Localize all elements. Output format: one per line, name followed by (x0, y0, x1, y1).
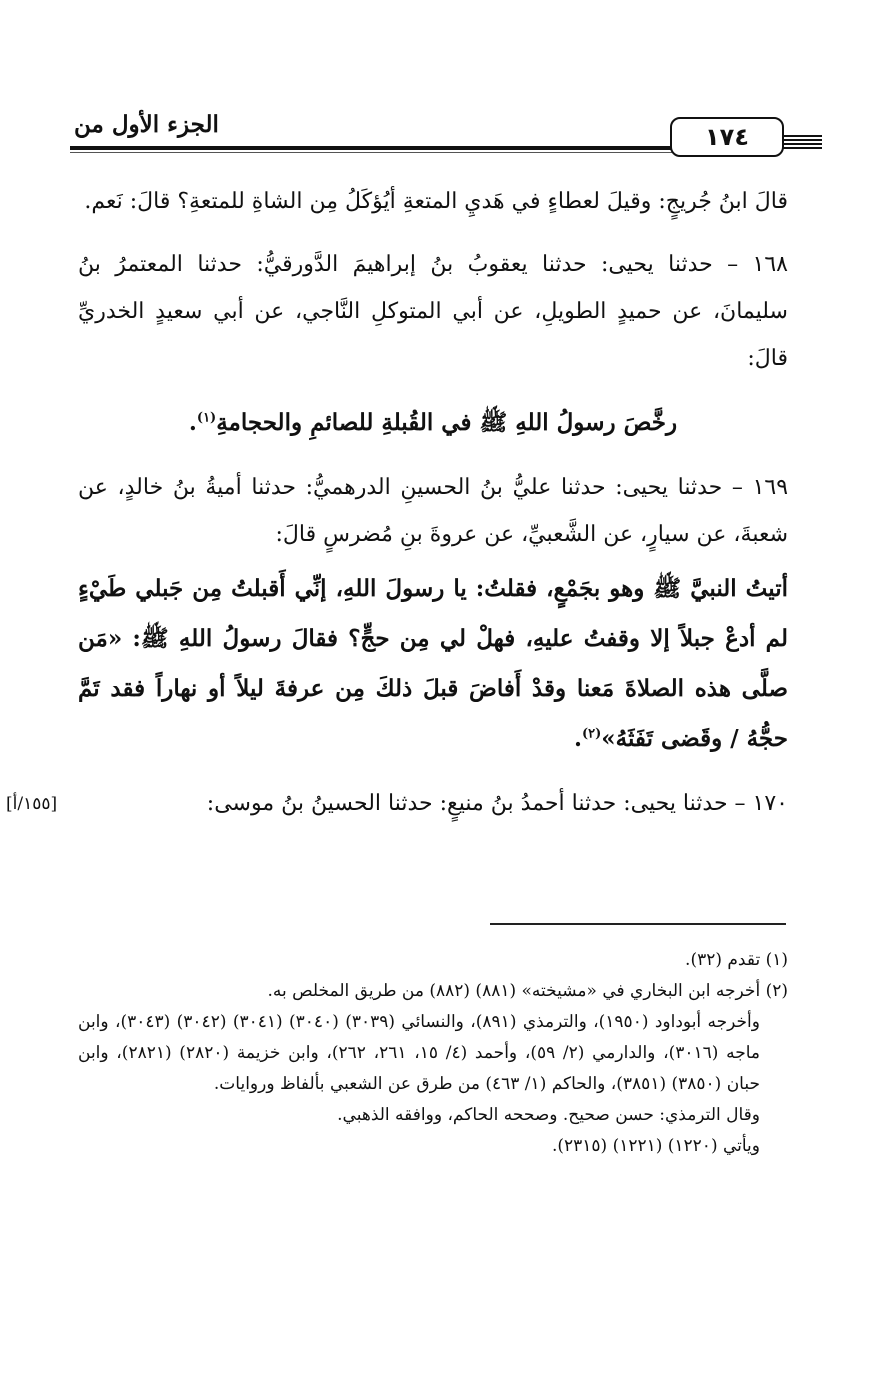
hadith-169-matn (78, 564, 788, 764)
main-text (78, 178, 788, 827)
paragraph-hadith-168-isnad: ١٦٨ – حدثنا يحيى: حدثنا يعقوبُ بنُ إبراهيمَ الدَّورقيُّ: حدثنا المعتمرُ بنُ سليمانَ، عن حميدٍ الطويلِ، عن أبي المتوكلِ النَّاجي، عن أبي سعيدٍ الخدريِّ قالَ: (78, 252, 788, 371)
footnote-1: (١) تقدم (٣٢). (685, 950, 788, 970)
footnote-2-grading: وقال الترمذي: حسن صحيح. وصححه الحاكم، ووافقه الذهبي. (337, 1105, 760, 1125)
paragraph-hadith-169-isnad: ١٦٩ – حدثنا يحيى: حدثنا عليُّ بنُ الحسينِ الدرهميُّ: حدثنا أميةُ بنُ خالدٍ، عن شعبةَ، عن سيارٍ، عن الشَّعبيِّ، عن عروةَ بنِ مُضرسٍ قالَ: (78, 475, 789, 547)
hadith-168-matn (78, 398, 788, 448)
manuscript-folio-marker: [١٥٥/أ] (6, 794, 58, 814)
header-rule (70, 146, 672, 150)
footnote-separator (490, 923, 786, 925)
footnote-ref-2: (٢) (581, 726, 602, 742)
page-number: ١٧٤ (670, 117, 784, 157)
footnote-2-crossref: ويأتي (١٢٢٠) (١٢٢١) (٢٣١٥). (551, 1136, 760, 1156)
footnote-ref-1: (١) (196, 410, 217, 426)
header-ornament (782, 135, 822, 149)
hadith-169-text: أتيتُ النبيَّ ﷺ وهو بجَمْعٍ، فقلتُ: يا رسولَ اللهِ، إنِّي أَقبلتُ مِن جَبلي طَيْءٍ لم أدعْ جبلاً إلا وقفتُ عليهِ، فهلْ لي مِن حجٍّ؟ فقالَ رسولُ اللهِ ﷺ: «مَن صلَّى هذه الصلاةَ مَعنا وقدْ أَفاضَ قبلَ ذلكَ مِن عرفةَ ليلاً أو نهاراً فقد تَمَّ حجُّهُ / وقَضى تَفَثَهُ» (78, 575, 788, 752)
footnote-2-sources: وأخرجه أبوداود (١٩٥٠)، والترمذي (٨٩١)، والنسائي (٣٠٣٩) (٣٠٤٠) (٣٠٤١) (٣٠٤٢) (٣٠٤٣)، وابن ماجه (٣٠١٦)، والدارمي (٢/ ٥٩)، وأحمد (٤/ ١٥، ٢٦١، ٢٦٢)، وابن خزيمة (٢٨٢٠) (٢٨٢١)، وابن حبان (٣٨٥٠) (٣٨٥١)، والحاكم (١/ ٤٦٣) من طرق عن الشعبي بألفاظ وروايات. (78, 1012, 760, 1094)
hadith-168-text: رخَّصَ رسولُ اللهِ ﷺ في القُبلةِ للصائمِ والحجامةِ (216, 409, 678, 436)
hadith-169-end: . (573, 725, 582, 752)
footnote-2: (٢) أخرجه ابن البخاري في «مشيخته» (٨٨١) (٨٨٢) من طريق المخلص به. (267, 981, 788, 1001)
paragraph-hadith-170-isnad: ١٧٠ – حدثنا يحيى: حدثنا أحمدُ بنُ منيعٍ: حدثنا الحسينُ بنُ موسى: (206, 791, 788, 816)
header-rule-thin (70, 152, 672, 153)
hadith-168-end: . (188, 409, 197, 436)
footnotes (78, 945, 788, 1162)
paragraph-ibn-jurayj: قالَ ابنُ جُريجٍ: وقيلَ لعطاءٍ في هَديِ المتعةِ أيُؤكَلُ مِن الشاةِ للمتعةِ؟ قالَ: نَعم. (84, 189, 788, 214)
page-header (70, 105, 798, 165)
running-title: الجزء الأول من (74, 111, 219, 138)
